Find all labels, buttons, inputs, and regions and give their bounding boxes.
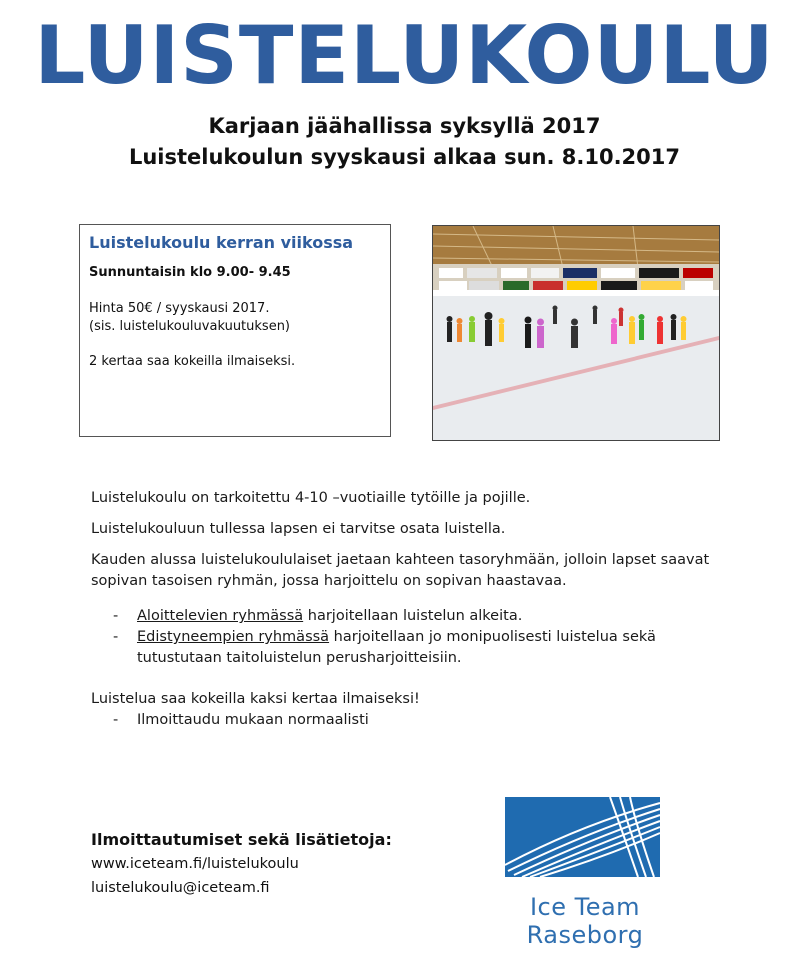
- paragraph-no-skill: Luistelukouluun tullessa lapsen ei tarvitse osata luistella.: [91, 521, 506, 537]
- trial-list: [91, 710, 711, 731]
- group-list: [91, 606, 711, 669]
- advanced-group-label: Edistyneempien ryhmässä: [137, 629, 330, 645]
- advanced-group-text: harjoitellaan jo monipuolisesti luistelua sekä tutustutaan taitoluistelun perusharjoitteisiin.: [137, 629, 656, 666]
- list-item: [91, 710, 711, 731]
- info-heading: Luistelukoulu kerran viikossa: [89, 233, 354, 252]
- body-text: [91, 488, 711, 731]
- website-link[interactable]: www.iceteam.fi/luistelukoulu: [91, 856, 299, 872]
- paragraph-trial: Luistelua saa kokeilla kaksi kertaa ilmaiseksi!: [91, 691, 420, 707]
- bullet-dash: -: [113, 712, 119, 728]
- subtitle-start-date: Luistelukoulun syyskausi alkaa sun. 8.10.2017: [128, 145, 681, 169]
- ice-rink-photo: [432, 225, 720, 441]
- contact-heading: Ilmoittautumiset sekä lisätietoja:: [91, 830, 392, 849]
- bullet-dash: -: [113, 608, 119, 624]
- list-item: [91, 627, 711, 669]
- ice-rink-photo-image: [433, 226, 719, 440]
- contact-section: [91, 828, 421, 900]
- list-item: [91, 606, 711, 627]
- beginner-group-label: Aloittelevien ryhmässä: [137, 608, 304, 624]
- beginner-group-text: harjoitellaan luistelun alkeita.: [303, 608, 523, 624]
- info-trial: 2 kertaa saa kokeilla ilmaiseksi.: [89, 354, 296, 369]
- email-link[interactable]: luistelukoulu@iceteam.fi: [91, 880, 270, 896]
- logo-text: Ice Team Raseborg: [526, 893, 644, 949]
- info-insurance: (sis. luistelukouluvakuutuksen): [89, 319, 290, 334]
- info-time: Sunnuntaisin klo 9.00- 9.45: [89, 265, 291, 280]
- register-normally-text: Ilmoittaudu mukaan normaalisti: [137, 712, 369, 728]
- bullet-dash: -: [113, 629, 119, 645]
- paragraph-groups: Kauden alussa luistelukoululaiset jaetaan kahteen tasoryhmään, jolloin lapset saavat sopivan tasoisen ryhmän, jossa harjoittelu on sopivan haastavaa.: [91, 552, 710, 589]
- info-price: Hinta 50€ / syyskausi 2017.: [89, 301, 270, 316]
- paragraph-age: Luistelukoulu on tarkoitettu 4-10 –vuotiaille tytöille ja pojille.: [91, 490, 531, 506]
- subtitle-location: Karjaan jäähallissa syksyllä 2017: [208, 114, 601, 138]
- ice-team-logo: [470, 795, 700, 949]
- page-title: LUISTELUKOULU: [34, 9, 775, 102]
- info-box: [79, 224, 391, 437]
- ice-skate-swoosh-icon: [470, 795, 700, 890]
